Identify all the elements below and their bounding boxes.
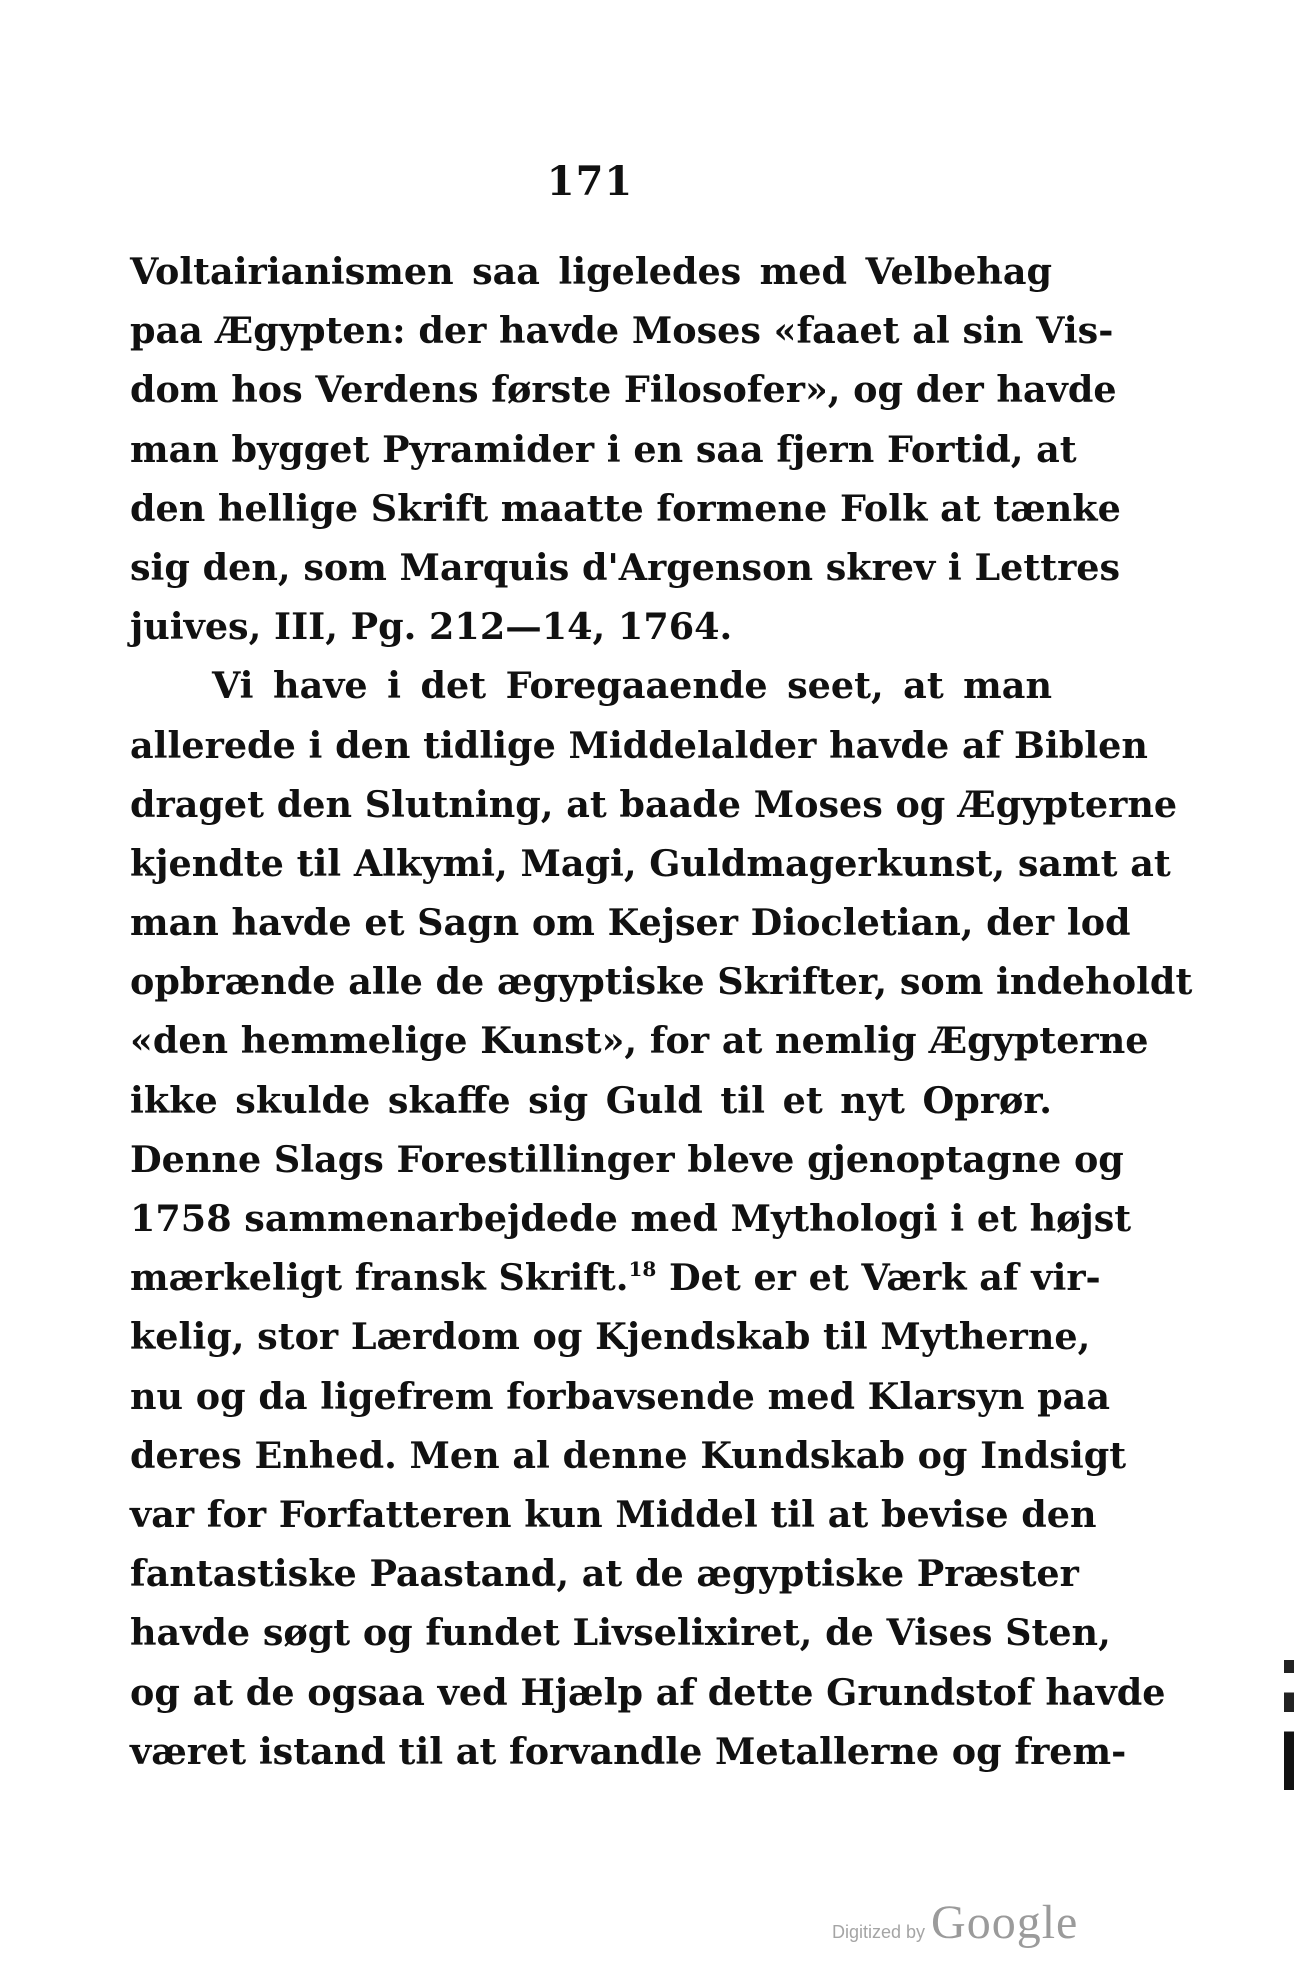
text-line: opbrænde alle de ægyptiske Skrifter, som indeholdt xyxy=(130,960,1193,1004)
footnote-reference: 18 xyxy=(628,1257,657,1282)
google-watermark xyxy=(832,1895,1079,1949)
text-line: og at de ogsaa ved Hjælp af dette Grundstof havde xyxy=(130,1670,1166,1714)
text-line: den hellige Skrift maatte formene Folk at tænke xyxy=(130,486,1121,530)
text-line: dom hos Verdens første Filosofer», og der havde xyxy=(130,368,1117,412)
text-line: 1758 sammenarbejdede med Mythologi i et højst xyxy=(130,1197,1132,1240)
text-line: Denne Slags Forestillinger bleve gjenoptagne og xyxy=(130,1137,1124,1181)
text-line: ikke skulde skaffe sig Guld til et nyt Oprør. xyxy=(130,1078,1052,1122)
text-line: paa Ægypten: der havde Moses «faaet al sin Vis- xyxy=(130,309,1114,353)
body-text xyxy=(130,242,1193,1781)
page-number: 171 xyxy=(546,158,634,205)
text-line-tail: Det er et Værk af vir- xyxy=(669,1256,1101,1300)
text-line: man bygget Pyramider i en saa fjern Fortid, at xyxy=(130,427,1077,471)
text-line: havde søgt og fundet Livselixiret, de Vises Sten, xyxy=(130,1611,1111,1655)
text-line: kelig, stor Lærdom og Kjendskab til Mytherne, xyxy=(130,1315,1091,1359)
text-line: Voltairianismen saa ligeledes med Velbehag xyxy=(130,250,1052,293)
text-line: fantastiske Paastand, at de ægyptiske Præster xyxy=(130,1552,1079,1596)
text-line: kjendte til Alkymi, Magi, Guldmagerkunst, samt at xyxy=(130,841,1171,885)
text-line: deres Enhed. Men al denne Kundskab og Indsigt xyxy=(130,1433,1127,1477)
text-line: været istand til at forvandle Metallerne og frem- xyxy=(130,1729,1127,1773)
text-line: man havde et Sagn om Kejser Diocletian, der lod xyxy=(130,901,1131,945)
text-line: Vi have i det Foregaaende seet, at man xyxy=(212,664,1052,708)
text-line: sig den, som Marquis d'Argenson skrev i Lettres xyxy=(130,545,1121,589)
text-line: nu og da ligefrem forbavsende med Klarsyn paa xyxy=(130,1374,1110,1418)
text-line: allerede i den tidlige Middelalder havde af Biblen xyxy=(130,723,1148,767)
text-line: «den hemmelige Kunst», for at nemlig Ægypterne xyxy=(130,1019,1149,1063)
text-line-with-footnote xyxy=(130,1248,1101,1307)
text-line: var for Forfatteren kun Middel til at bevise den xyxy=(130,1492,1097,1536)
watermark-prefix: Digitized by xyxy=(832,1922,926,1942)
scan-edge-mark xyxy=(1284,1660,1294,1790)
text-line-start: mærkeligt fransk Skrift. xyxy=(130,1256,629,1300)
watermark-logo: Google xyxy=(931,1896,1079,1949)
text-line: draget den Slutning, at baade Moses og Ægypterne xyxy=(130,782,1178,826)
text-line: juives, III, Pg. 212—14, 1764. xyxy=(130,605,733,649)
